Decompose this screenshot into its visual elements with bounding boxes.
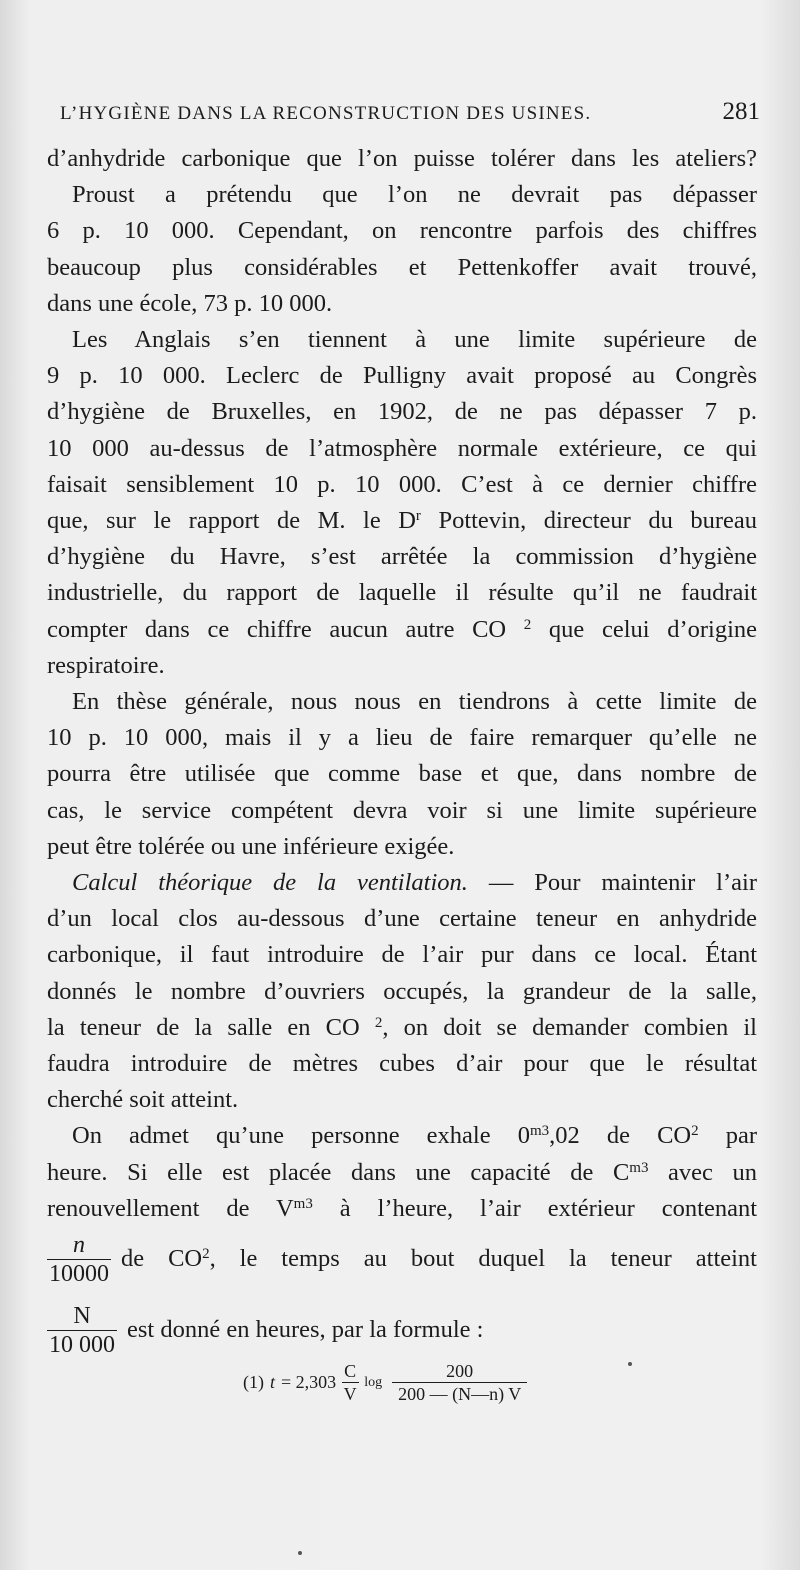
fraction-line-2 bbox=[47, 1302, 757, 1359]
text-line: beaucoup plus considérables et Pettenkoffer avait trouvé, bbox=[47, 253, 757, 281]
superscript: m3 bbox=[293, 1195, 313, 1212]
print-speck bbox=[298, 1551, 302, 1555]
text-line: d’anhydride carbonique que l’on puisse tolérer dans les ateliers? bbox=[47, 145, 757, 172]
print-speck bbox=[628, 1362, 632, 1366]
running-title: L’HYGIÈNE DANS LA RECONSTRUCTION DES USINES. bbox=[60, 103, 592, 124]
page-header bbox=[60, 98, 760, 126]
text-line: que, sur le rapport de M. le $D^r$ Pottevin, directeur du bureau bbox=[47, 507, 758, 535]
text-line: dans une école, 73 p. 10 000. bbox=[47, 289, 333, 317]
text-line: industrielle, du rapport de laquelle il résulte qu’il ne faudrait bbox=[47, 579, 757, 607]
superscript: m3 bbox=[629, 1159, 649, 1176]
text-line: renouvellement de $V^{m3}$ à l’heure, l’air extérieur contenant bbox=[47, 1194, 758, 1222]
superscript: 2 bbox=[202, 1246, 210, 1263]
superscript: 2 bbox=[523, 616, 532, 633]
text-line: 10 p. 10 000, mais il y a lieu de faire remarquer qu’elle ne bbox=[47, 724, 757, 752]
text-line: heure. Si elle est placée dans une capacité de $C^{m3}$ avec un bbox=[47, 1158, 757, 1186]
text-line: carbonique, il faut introduire de l’air pur dans ce local. Étant bbox=[47, 941, 757, 969]
fraction-log-argument: $\frac{200}{200 — (N—n) V}$ bbox=[392, 1360, 527, 1405]
text-line: faisait sensiblement 10 p. 10 000. C’est à ce dernier chiffre bbox=[47, 470, 757, 498]
text-line: peut être tolérée ou une inférieure exigée. bbox=[47, 832, 455, 860]
section-heading: Calcul théorique de la ventilation. bbox=[72, 869, 468, 897]
formula-label: (1) bbox=[243, 1372, 264, 1392]
text-line: Calcul théorique de la ventilation. — Pour maintenir l’air bbox=[72, 869, 757, 897]
text-line: 10 000 au-dessus de l’atmosphère normale extérieure, ce qui bbox=[47, 434, 757, 462]
body-text bbox=[47, 141, 757, 1359]
text-line: d’hygiène du Havre, s’est arrêtée la commission d’hygiène bbox=[47, 543, 757, 571]
superscript: r bbox=[415, 508, 421, 525]
text-line: cas, le service compétent devra voir si une limite supérieure bbox=[47, 796, 757, 824]
text-line: d’un local clos au-dessous d’une certaine teneur en anhydride bbox=[47, 905, 757, 933]
superscript: m3 bbox=[529, 1123, 550, 1140]
formula-t: t bbox=[270, 1372, 276, 1392]
formula-1 bbox=[243, 1360, 531, 1405]
page-number: 281 bbox=[722, 98, 760, 125]
text-line: de $CO^2$, le temps au bout duquel la teneur atteint bbox=[121, 1245, 757, 1273]
text-line: 6 p. 10 000. Cependant, on rencontre parfois des chiffres bbox=[47, 217, 757, 245]
text-line: cherché soit atteint. bbox=[47, 1086, 239, 1114]
text-line: donnés le nombre d’ouvriers occupés, la grandeur de la salle, bbox=[47, 977, 757, 1005]
text-line: En thèse générale, nous nous en tiendrons à cette limite de bbox=[72, 688, 757, 716]
formula-log: log bbox=[364, 1374, 383, 1390]
fraction-N-over-10000: $\frac{N}{10 000}$ bbox=[49, 1303, 115, 1359]
text-line: faudra introduire de mètres cubes d’air pour que le résultat bbox=[47, 1050, 757, 1078]
fraction-line-1 bbox=[47, 1231, 757, 1288]
text-line: respiratoire. bbox=[47, 651, 165, 679]
text-line: 9 p. 10 000. Leclerc de Pulligny avait proposé au Congrès bbox=[47, 362, 757, 390]
text-line: compter dans ce chiffre aucun autre CO $^2$ que celui d’origine bbox=[47, 615, 758, 643]
text-line: d’hygiène de Bruxelles, en 1902, de ne pas dépasser 7 p. bbox=[47, 398, 757, 426]
text-line: Les Anglais s’en tiennent à une limite supérieure de bbox=[72, 326, 757, 354]
text-line: est donné en heures, par la formule : bbox=[127, 1316, 484, 1344]
superscript: 2 bbox=[691, 1123, 699, 1140]
text-line: Proust a prétendu que l’on ne devrait pas dépasser bbox=[72, 181, 757, 209]
fraction-c-over-v: $\frac{C}{V}$ bbox=[343, 1361, 357, 1404]
superscript: 2 bbox=[374, 1014, 383, 1031]
text-line: la teneur de la salle en CO $^2$, on doit se demander combien il bbox=[47, 1013, 757, 1041]
formula-equals: = 2,303 bbox=[281, 1372, 337, 1392]
text-line: pourra être utilisée que comme base et que, dans nombre de bbox=[47, 760, 757, 788]
text-line: On admet qu’une personne exhale $0^{m3},02$ de $CO^2$ par bbox=[72, 1122, 757, 1150]
fraction-n-over-10000: $\frac{n}{10000}$ bbox=[49, 1232, 109, 1288]
